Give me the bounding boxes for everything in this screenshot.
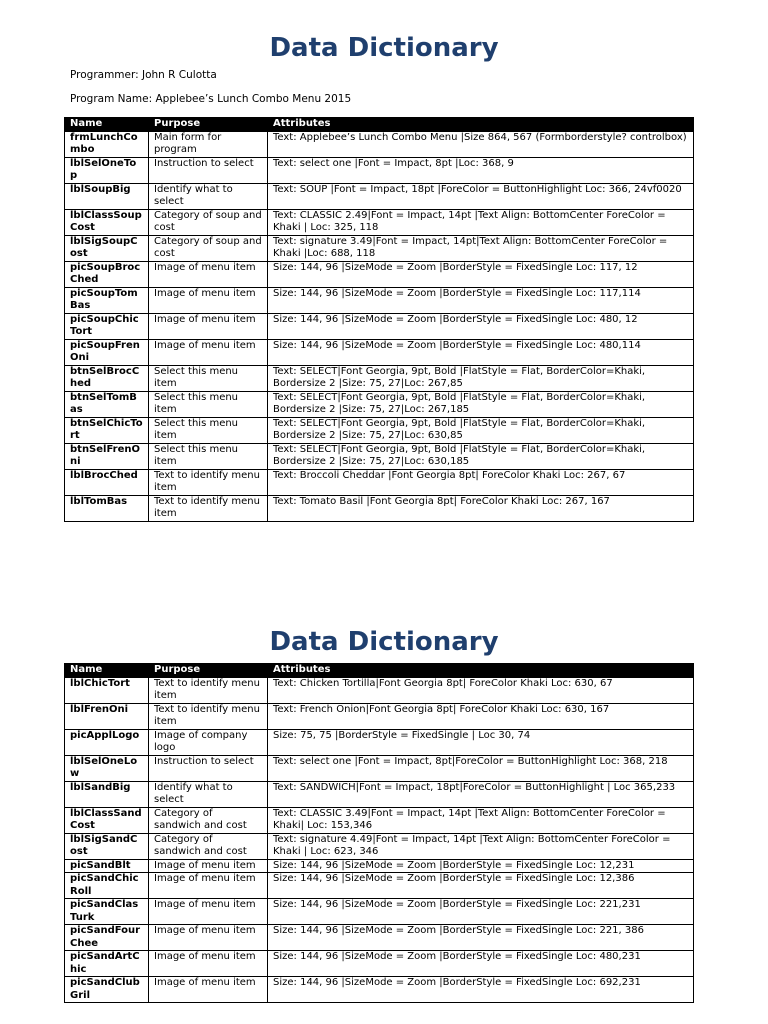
table-row xyxy=(65,977,694,1003)
cell-name: picSoupTomBas xyxy=(65,287,149,313)
cell-attributes: Text: select one |Font = Impact, 8pt|ForeColor = ButtonHighlight Loc: 368, 218 xyxy=(268,755,694,781)
table-row xyxy=(65,157,694,183)
header-purpose: Purpose xyxy=(149,664,268,678)
table-row xyxy=(65,261,694,287)
cell-attributes: Text: CLASSIC 2.49|Font = Impact, 14pt |Text Align: BottomCenter ForeColor = Khaki | Loc: 325, 118 xyxy=(268,209,694,235)
cell-purpose: Image of menu item xyxy=(149,287,268,313)
cell-name: picSandClubGril xyxy=(65,977,149,1003)
cell-name: picSoupBrocChed xyxy=(65,261,149,287)
cell-purpose: Image of menu item xyxy=(149,339,268,365)
cell-name: picSandChicRoll xyxy=(65,873,149,899)
cell-purpose: Image of menu item xyxy=(149,951,268,977)
cell-purpose: Image of menu item xyxy=(149,899,268,925)
cell-attributes: Size: 75, 75 |BorderStyle = FixedSingle | Loc 30, 74 xyxy=(268,729,694,755)
cell-attributes: Size: 144, 96 |SizeMode = Zoom |BorderStyle = FixedSingle Loc: 12,231 xyxy=(268,859,694,873)
header-name: Name xyxy=(65,118,149,132)
cell-attributes: Text: select one |Font = Impact, 8pt |Loc: 368, 9 xyxy=(268,157,694,183)
cell-name: lblClassSandCost xyxy=(65,807,149,833)
table-row xyxy=(65,339,694,365)
cell-name: lblChicTort xyxy=(65,677,149,703)
cell-name: picSoupChicTort xyxy=(65,313,149,339)
cell-purpose: Category of soup and cost xyxy=(149,209,268,235)
cell-purpose: Text to identify menu item xyxy=(149,469,268,495)
cell-name: picSandBlt xyxy=(65,859,149,873)
cell-purpose: Image of menu item xyxy=(149,859,268,873)
table-row xyxy=(65,287,694,313)
cell-purpose: Select this menu item xyxy=(149,443,268,469)
cell-purpose: Identify what to select xyxy=(149,781,268,807)
table-row xyxy=(65,807,694,833)
cell-purpose: Image of menu item xyxy=(149,977,268,1003)
table-row xyxy=(65,365,694,391)
cell-purpose: Category of soup and cost xyxy=(149,235,268,261)
cell-purpose: Image of menu item xyxy=(149,925,268,951)
cell-attributes: Size: 144, 96 |SizeMode = Zoom |BorderStyle = FixedSingle Loc: 117, 12 xyxy=(268,261,694,287)
cell-purpose: Image of company logo xyxy=(149,729,268,755)
cell-attributes: Text: French Onion|Font Georgia 8pt| ForeColor Khaki Loc: 630, 167 xyxy=(268,703,694,729)
header-attributes: Attributes xyxy=(268,664,694,678)
cell-attributes: Size: 144, 96 |SizeMode = Zoom |BorderStyle = FixedSingle Loc: 692,231 xyxy=(268,977,694,1003)
cell-name: lblFrenOni xyxy=(65,703,149,729)
cell-purpose: Text to identify menu item xyxy=(149,703,268,729)
cell-purpose: Text to identify menu item xyxy=(149,495,268,521)
cell-attributes: Size: 144, 96 |SizeMode = Zoom |BorderStyle = FixedSingle Loc: 117,114 xyxy=(268,287,694,313)
cell-name: frmLunchCombo xyxy=(65,131,149,157)
table-row xyxy=(65,131,694,157)
cell-name: lblSoupBig xyxy=(65,183,149,209)
table-row xyxy=(65,417,694,443)
table-row xyxy=(65,781,694,807)
data-dictionary-table-1 xyxy=(64,117,694,522)
cell-name: picSoupFrenOni xyxy=(65,339,149,365)
table-row xyxy=(65,183,694,209)
cell-name: lblSelOneLow xyxy=(65,755,149,781)
header-attributes: Attributes xyxy=(268,118,694,132)
cell-name: lblBrocChed xyxy=(65,469,149,495)
cell-name: btnSelChicTort xyxy=(65,417,149,443)
cell-name: picSandFourChee xyxy=(65,925,149,951)
table-row xyxy=(65,495,694,521)
cell-attributes: Text: SANDWICH|Font = Impact, 18pt|ForeColor = ButtonHighlight | Loc 365,233 xyxy=(268,781,694,807)
cell-name: lblSigSandCost xyxy=(65,833,149,859)
page-title: Data Dictionary xyxy=(269,33,499,63)
table-row xyxy=(65,755,694,781)
cell-attributes: Size: 144, 96 |SizeMode = Zoom |BorderStyle = FixedSingle Loc: 480,231 xyxy=(268,951,694,977)
cell-purpose: Image of menu item xyxy=(149,873,268,899)
cell-name: btnSelBrocChed xyxy=(65,365,149,391)
cell-purpose: Identify what to select xyxy=(149,183,268,209)
table-row xyxy=(65,209,694,235)
table-row xyxy=(65,313,694,339)
table-row xyxy=(65,729,694,755)
table-row xyxy=(65,443,694,469)
cell-attributes: Text: SELECT|Font Georgia, 9pt, Bold |FlatStyle = Flat, BorderColor=Khaki, Bordersize 2 |Size: 75, 27|Loc: 267,85 xyxy=(268,365,694,391)
table-row xyxy=(65,859,694,873)
cell-attributes: Text: SOUP |Font = Impact, 18pt |ForeColor = ButtonHighlight Loc: 366, 24vf0020 xyxy=(268,183,694,209)
table-row xyxy=(65,951,694,977)
page-title-2: Data Dictionary xyxy=(269,627,499,657)
cell-name: btnSelTomBas xyxy=(65,391,149,417)
cell-attributes: Text: Chicken Tortilla|Font Georgia 8pt| ForeColor Khaki Loc: 630, 67 xyxy=(268,677,694,703)
cell-attributes: Size: 144, 96 |SizeMode = Zoom |BorderStyle = FixedSingle Loc: 12,386 xyxy=(268,873,694,899)
table-row xyxy=(65,833,694,859)
cell-name: lblTomBas xyxy=(65,495,149,521)
cell-name: lblClassSoupCost xyxy=(65,209,149,235)
cell-purpose: Select this menu item xyxy=(149,391,268,417)
header-purpose: Purpose xyxy=(149,118,268,132)
cell-attributes: Text: Tomato Basil |Font Georgia 8pt| ForeColor Khaki Loc: 267, 167 xyxy=(268,495,694,521)
cell-purpose: Main form for program xyxy=(149,131,268,157)
cell-attributes: Text: SELECT|Font Georgia, 9pt, Bold |FlatStyle = Flat, BorderColor=Khaki, Bordersize 2 |Size: 75, 27|Loc: 267,185 xyxy=(268,391,694,417)
cell-purpose: Image of menu item xyxy=(149,261,268,287)
cell-name: lblSandBig xyxy=(65,781,149,807)
data-dictionary-table-2 xyxy=(64,663,694,1003)
cell-attributes: Text: SELECT|Font Georgia, 9pt, Bold |FlatStyle = Flat, BorderColor=Khaki, Bordersize 2 |Size: 75, 27|Loc: 630,85 xyxy=(268,417,694,443)
cell-attributes: Text: Broccoli Cheddar |Font Georgia 8pt| ForeColor Khaki Loc: 267, 67 xyxy=(268,469,694,495)
table-row xyxy=(65,873,694,899)
cell-purpose: Category of sandwich and cost xyxy=(149,833,268,859)
cell-purpose: Instruction to select xyxy=(149,755,268,781)
table-header-row xyxy=(65,664,694,678)
cell-name: picSandArtChic xyxy=(65,951,149,977)
header-name: Name xyxy=(65,664,149,678)
cell-purpose: Instruction to select xyxy=(149,157,268,183)
cell-name: btnSelFrenOni xyxy=(65,443,149,469)
cell-purpose: Category of sandwich and cost xyxy=(149,807,268,833)
table-row xyxy=(65,899,694,925)
cell-attributes: Size: 144, 96 |SizeMode = Zoom |BorderStyle = FixedSingle Loc: 221,231 xyxy=(268,899,694,925)
cell-attributes: Size: 144, 96 |SizeMode = Zoom |BorderStyle = FixedSingle Loc: 480,114 xyxy=(268,339,694,365)
cell-name: picApplLogo xyxy=(65,729,149,755)
programmer-line: Programmer: John R Culotta xyxy=(70,69,217,81)
cell-purpose: Image of menu item xyxy=(149,313,268,339)
cell-attributes: Text: Applebee’s Lunch Combo Menu |Size 864, 567 (Formborderstyle? controlbox) xyxy=(268,131,694,157)
cell-name: picSandClasTurk xyxy=(65,899,149,925)
table-row xyxy=(65,469,694,495)
cell-attributes: Text: signature 3.49|Font = Impact, 14pt|Text Align: BottomCenter ForeColor = Khaki |Loc: 688, 118 xyxy=(268,235,694,261)
cell-attributes: Text: signature 4.49|Font = Impact, 14pt |Text Align: BottomCenter ForeColor = Khaki | Loc: 623, 346 xyxy=(268,833,694,859)
table-row xyxy=(65,925,694,951)
table-row xyxy=(65,703,694,729)
cell-name: lblSelOneTop xyxy=(65,157,149,183)
cell-attributes: Text: CLASSIC 3.49|Font = Impact, 14pt |Text Align: BottomCenter ForeColor = Khaki| Loc: 153,346 xyxy=(268,807,694,833)
program-name-line: Program Name: Applebee’s Lunch Combo Menu 2015 xyxy=(70,93,352,105)
cell-name: lblSigSoupCost xyxy=(65,235,149,261)
table-row xyxy=(65,391,694,417)
table-header-row xyxy=(65,118,694,132)
table-row xyxy=(65,677,694,703)
cell-attributes: Text: SELECT|Font Georgia, 9pt, Bold |FlatStyle = Flat, BorderColor=Khaki, Bordersize 2 |Size: 75, 27|Loc: 630,185 xyxy=(268,443,694,469)
cell-purpose: Text to identify menu item xyxy=(149,677,268,703)
cell-attributes: Size: 144, 96 |SizeMode = Zoom |BorderStyle = FixedSingle Loc: 480, 12 xyxy=(268,313,694,339)
table-row xyxy=(65,235,694,261)
cell-attributes: Size: 144, 96 |SizeMode = Zoom |BorderStyle = FixedSingle Loc: 221, 386 xyxy=(268,925,694,951)
cell-purpose: Select this menu item xyxy=(149,417,268,443)
cell-purpose: Select this menu item xyxy=(149,365,268,391)
